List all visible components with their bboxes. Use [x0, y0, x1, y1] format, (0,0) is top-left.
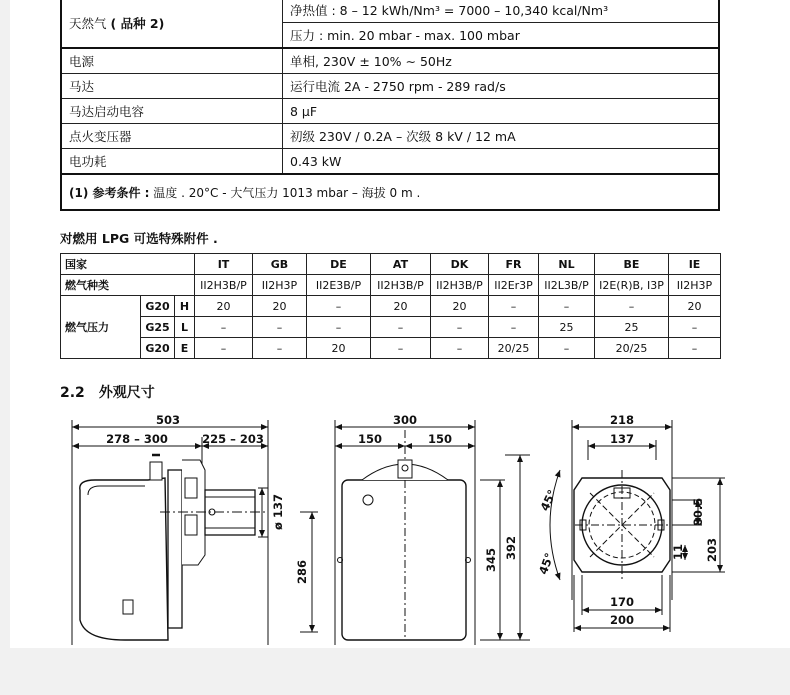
dim-side-right: 225 – 203: [202, 432, 264, 446]
dim-front-height-a: 345: [484, 547, 498, 573]
lpg-pressure-cell: 20: [371, 296, 431, 317]
lpg-pressure-cell: –: [307, 296, 371, 317]
lpg-pressure-cell: –: [595, 296, 669, 317]
lpg-pressure-cell: 20/25: [595, 338, 669, 359]
section-number: 2.2: [60, 385, 85, 401]
lpg-pressure-cell: 20: [669, 296, 721, 317]
dim-front-half-right: 150: [427, 432, 453, 446]
lpg-category-cell: II2H3P: [253, 275, 307, 296]
dim-flange-170: 170: [609, 595, 635, 609]
lpg-pressure-cell: –: [431, 338, 489, 359]
section-title: 外观尺寸: [98, 385, 155, 401]
lpg-country-label: 国家: [61, 254, 195, 275]
lpg-pressure-cell: –: [539, 338, 595, 359]
lpg-category-cell: II2H3P: [669, 275, 721, 296]
lpg-country-cell: DE: [307, 254, 371, 275]
lpg-gas-code: G25: [141, 317, 175, 338]
spec-transformer-value: 初级 230V / 0.2A – 次级 8 kV / 12 mA: [283, 124, 720, 149]
lpg-gas-code: G20: [141, 338, 175, 359]
spec-capacitor-value: 8 µF: [283, 99, 720, 124]
spec-transformer-label: 点火变压器: [61, 124, 283, 149]
lpg-pressure-cell: 20: [195, 296, 253, 317]
lpg-pressure-cell: 20: [431, 296, 489, 317]
dim-side-left: 278 – 300: [106, 432, 168, 446]
spec-gas-heating-value: 净热值 : 8 – 12 kWh/Nm³ = 7000 – 10,340 kcal/Nm³: [283, 0, 720, 23]
lpg-pressure-cell: –: [307, 317, 371, 338]
dim-side-total: 503: [155, 413, 181, 427]
lpg-gas-type: E: [175, 338, 195, 359]
lpg-pressure-cell: –: [253, 317, 307, 338]
lpg-country-cell: AT: [371, 254, 431, 275]
lpg-pressure-cell: –: [371, 338, 431, 359]
lpg-pressure-label: 燃气压力: [61, 296, 141, 359]
lpg-pressure-cell: 20: [253, 296, 307, 317]
dim-flange-200: 200: [609, 613, 635, 627]
dim-flange-inner: 137: [609, 432, 635, 446]
dim-side-height: 286: [295, 559, 309, 585]
lpg-pressure-cell: –: [489, 296, 539, 317]
lpg-gas-type: H: [175, 296, 195, 317]
front-view-drawing: [335, 420, 530, 645]
lpg-title: 对燃用 LPG 可选特殊附件 .: [60, 231, 218, 246]
lpg-pressure-cell: –: [669, 317, 721, 338]
spec-motor-label: 马达: [61, 74, 283, 99]
lpg-category-cell: II2H3B/P: [371, 275, 431, 296]
dim-flange-width: 218: [609, 413, 635, 427]
spec-consumption-value: 0.43 kW: [283, 149, 720, 175]
lpg-pressure-cell: –: [669, 338, 721, 359]
dim-flange-11: 11: [671, 543, 685, 561]
lpg-country-cell: BE: [595, 254, 669, 275]
lpg-pressure-cell: 25: [595, 317, 669, 338]
lpg-pressure-cell: –: [431, 317, 489, 338]
dim-flange-angle-top: 45°: [537, 487, 560, 514]
lpg-pressure-cell: –: [539, 296, 595, 317]
dim-flange-203: 203: [705, 537, 719, 563]
dim-front-width: 300: [392, 413, 418, 427]
lpg-country-cell: DK: [431, 254, 489, 275]
lpg-country-cell: NL: [539, 254, 595, 275]
spec-power-value: 单相, 230V ± 10% ∼ 50Hz: [283, 48, 720, 74]
lpg-category-cell: II2H3B/P: [195, 275, 253, 296]
lpg-gas-code: G20: [141, 296, 175, 317]
lpg-category-label: 燃气种类: [61, 275, 195, 296]
spec-gas-pressure: 压力 : min. 20 mbar - max. 100 mbar: [283, 23, 720, 49]
lpg-gas-type: L: [175, 317, 195, 338]
spec-gas-label: 天然气 ( 品种 2): [61, 0, 283, 48]
lpg-category-cell: II2H3B/P: [431, 275, 489, 296]
lpg-pressure-cell: –: [253, 338, 307, 359]
side-view-drawing: [72, 420, 318, 645]
lpg-country-cell: IT: [195, 254, 253, 275]
lpg-country-cell: GB: [253, 254, 307, 275]
lpg-category-cell: II2L3B/P: [539, 275, 595, 296]
dim-side-diameter: ø 137: [271, 494, 285, 530]
spec-motor-value: 运行电流 2A - 2750 rpm - 289 rad/s: [283, 74, 720, 99]
lpg-pressure-cell: 25: [539, 317, 595, 338]
lpg-pressure-cell: 20/25: [489, 338, 539, 359]
lpg-country-cell: IE: [669, 254, 721, 275]
spec-consumption-label: 电功耗: [61, 149, 283, 175]
lpg-country-cell: FR: [489, 254, 539, 275]
spec-power-label: 电源: [61, 48, 283, 74]
lpg-pressure-cell: –: [489, 317, 539, 338]
dim-flange-angle-bottom: 45°: [535, 551, 557, 577]
dim-flange-805: 80.5: [691, 497, 705, 527]
lpg-pressure-cell: –: [195, 338, 253, 359]
lpg-pressure-cell: 20: [307, 338, 371, 359]
lpg-pressure-cell: –: [371, 317, 431, 338]
lpg-category-cell: I2E(R)B, I3P: [595, 275, 669, 296]
dim-front-half-left: 150: [357, 432, 383, 446]
lpg-category-cell: II2Er3P: [489, 275, 539, 296]
lpg-pressure-cell: –: [195, 317, 253, 338]
spec-capacitor-label: 马达启动电容: [61, 99, 283, 124]
spec-note: (1) 参考条件 : 温度 . 20°C - 大气压力 1013 mbar – 海拔 0 m .: [61, 174, 719, 210]
lpg-category-cell: II2E3B/P: [307, 275, 371, 296]
dim-front-height-b: 392: [504, 535, 518, 561]
